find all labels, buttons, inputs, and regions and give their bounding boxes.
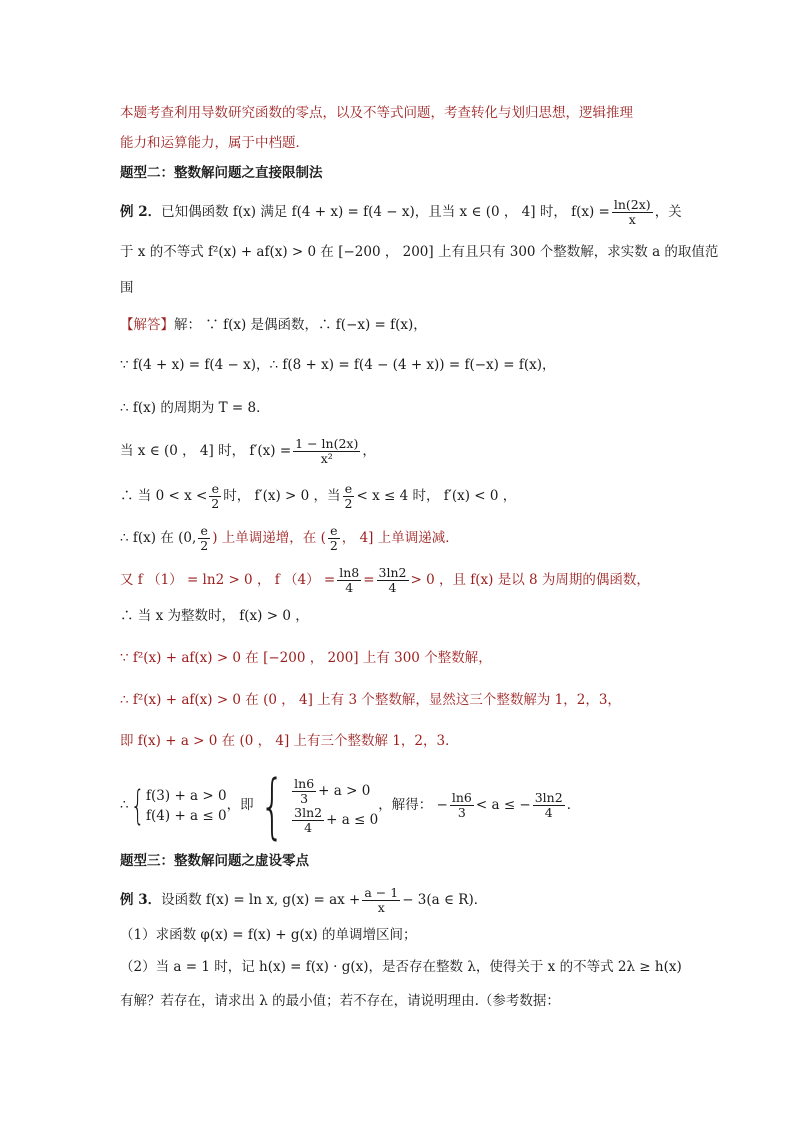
example2-label: 例 2． — [120, 204, 162, 220]
result-fraction-1 — [450, 791, 474, 820]
solution-step-7 — [120, 566, 680, 595]
solution-step-11: 即 f(x) + a > 0 在 (0 ， 4] 上有三个整数解 1，2，3． — [120, 733, 459, 749]
solution-step-10: ∴ f²(x) + af(x) > 0 在 (0 ， 4] 上有 3 个整数解，显然这三个整数解为 1，2，3， — [120, 692, 621, 708]
frac-numerator: ln6 — [451, 790, 472, 805]
example3-text-b: − 3(a ∈ R)． — [402, 892, 488, 908]
frac-numerator: e — [198, 524, 210, 539]
intro-line-2: 能力和运算能力，属于中档题． — [120, 135, 309, 151]
step6-fraction-2 — [328, 524, 340, 553]
example3-line-1 — [120, 886, 680, 915]
intro-line-1: 本题考查利用导数研究函数的零点，以及不等式问题，考查转化与划归思想，逻辑推理 — [120, 105, 633, 121]
left-brace-icon: { — [130, 782, 145, 829]
step12-result-mid: < a ≤ − — [475, 797, 531, 813]
step7-text-c: > 0 ，且 f(x) 是以 8 为周期的偶函数， — [410, 572, 650, 588]
frac-denominator: 4 — [345, 580, 354, 595]
frac-numerator: 3ln2 — [294, 804, 323, 820]
solution-step-12 — [120, 764, 680, 847]
solution-step-9: ∵ f²(x) + af(x) > 0 在 [−200 ， 200] 上有 300 个整数解， — [120, 650, 492, 666]
result-fraction-2 — [533, 791, 565, 820]
system-1-row-2: f(4) + a ≤ 0 — [146, 807, 227, 824]
frac-numerator: e — [343, 482, 355, 497]
example2-text-b: ，关 — [654, 204, 682, 220]
frac-denominator: x — [628, 212, 636, 227]
example3-text-a: 设函数 f(x) = ln x, g(x) = ax + — [161, 892, 361, 908]
solution-step-6 — [120, 524, 680, 553]
solution-step-1 — [120, 315, 680, 335]
frac-denominator: 4 — [388, 580, 397, 595]
example3-label: 例 3． — [120, 892, 162, 908]
step7-fraction-1 — [337, 566, 361, 595]
frac-denominator: 3 — [300, 790, 309, 806]
example2-fraction — [612, 198, 653, 227]
solution-step-8: ∴ 当 x 为整数时， f(x) > 0 ， — [120, 608, 309, 624]
system-2-row-2-tail: + a ≤ 0 — [326, 811, 379, 828]
solution-step-5 — [120, 482, 680, 511]
system-2-fraction-2 — [292, 806, 324, 835]
frac-denominator: 4 — [544, 805, 553, 820]
solution-tag: 【解答】 — [120, 317, 174, 333]
step4-text-a: 当 x ∈ (0 ， 4] 时， f′(x) = — [120, 443, 292, 459]
step5-fraction-1 — [209, 482, 221, 511]
solution-step-3: ∴ f(x) 的周期为 T = 8． — [120, 400, 270, 416]
step6-text-b: ) 上单调递增，在 ( — [212, 530, 326, 546]
step12-result-text: ，解得： − — [378, 797, 448, 813]
frac-numerator: ln(2x) — [613, 197, 651, 212]
step4-text-b: ， — [362, 443, 376, 459]
system-2-fraction-1 — [292, 777, 316, 806]
example2-text-a: 已知偶函数 f(x) 满足 f(4 + x) = f(4 − x)，且当 x ∈ (0 ， 4] 时， f(x) = — [161, 204, 610, 220]
system-2-row-1 — [290, 777, 378, 806]
system-2-row-1-tail: + a > 0 — [318, 782, 371, 799]
step12-therefore: ∴ — [120, 797, 129, 813]
step6-text-a: ∴ f(x) 在 (0, — [120, 530, 197, 546]
frac-denominator: 2 — [344, 496, 353, 511]
frac-numerator: ln8 — [339, 565, 360, 580]
solution-step-1-text: 解： ∵ f(x) 是偶函数，∴ f(−x) = f(x)， — [174, 317, 427, 333]
step5-fraction-2 — [343, 482, 355, 511]
type2-heading: 题型二：整数解问题之直接限制法 — [120, 165, 323, 181]
example2-line-3: 围 — [120, 280, 134, 296]
step7-fraction-2 — [377, 566, 409, 595]
example2-line-1 — [120, 198, 680, 227]
example3-question-1: （1）求函数 φ(x) = f(x) + g(x) 的单调增区间； — [120, 927, 417, 943]
solution-step-2: ∵ f(4 + x) = f(4 − x)，∴ f(8 + x) = f(4 − (4 + x)) = f(−x) = f(x)， — [120, 357, 556, 373]
step12-mid-text: ，即 — [226, 797, 254, 813]
system-1 — [146, 786, 227, 826]
example2-line-2: 于 x 的不等式 f²(x) + af(x) > 0 在 [−200 ， 200] 上有且只有 300 个整数解，求实数 a 的取值范 — [120, 244, 719, 260]
frac-denominator: x² — [320, 451, 333, 466]
solution-step-4 — [120, 437, 680, 466]
step5-text-a: ∴ 当 0 < x < — [120, 488, 208, 504]
example3-question-3: 有解？若存在，请求出 λ 的最小值；若不存在，请说明理由.（参考数据： — [120, 993, 560, 1009]
frac-numerator: e — [209, 482, 221, 497]
example3-fraction — [362, 886, 400, 915]
step7-text-a: 又 f （1） = ln2 > 0 ， f （4） = — [120, 572, 336, 588]
step6-fraction-1 — [198, 524, 210, 553]
frac-numerator: a − 1 — [364, 885, 399, 900]
frac-numerator: e — [328, 524, 340, 539]
frac-denominator: 2 — [200, 538, 209, 553]
frac-denominator: x — [377, 900, 385, 915]
step7-text-b: = — [363, 572, 375, 588]
type3-heading: 题型三：整数解问题之虚设零点 — [120, 853, 309, 869]
frac-numerator: 1 − ln(2x) — [295, 436, 359, 451]
frac-numerator: ln6 — [294, 775, 315, 791]
left-brace-icon: { — [259, 764, 285, 847]
step5-text-b: 时， f′(x) > 0 ，当 — [223, 488, 341, 504]
step12-end: ． — [566, 797, 581, 813]
frac-denominator: 3 — [457, 805, 466, 820]
frac-denominator: 2 — [211, 496, 220, 511]
example3-question-2: （2）当 a = 1 时，记 h(x) = f(x) · g(x)，是否存在整数 λ，使得关于 x 的不等式 2λ ≥ h(x) — [120, 959, 682, 975]
frac-denominator: 4 — [304, 819, 313, 835]
system-1-row-1: f(3) + a > 0 — [146, 787, 227, 804]
step5-text-c: < x ≤ 4 时， f′(x) < 0 ， — [356, 488, 517, 504]
frac-numerator: 3ln2 — [534, 790, 563, 805]
system-2 — [290, 777, 378, 835]
frac-numerator: 3ln2 — [378, 565, 407, 580]
step6-text-c: ， 4] 上单调递减． — [341, 530, 459, 546]
step4-fraction — [293, 437, 360, 466]
frac-denominator: 2 — [329, 538, 338, 553]
system-2-row-2 — [290, 806, 378, 835]
